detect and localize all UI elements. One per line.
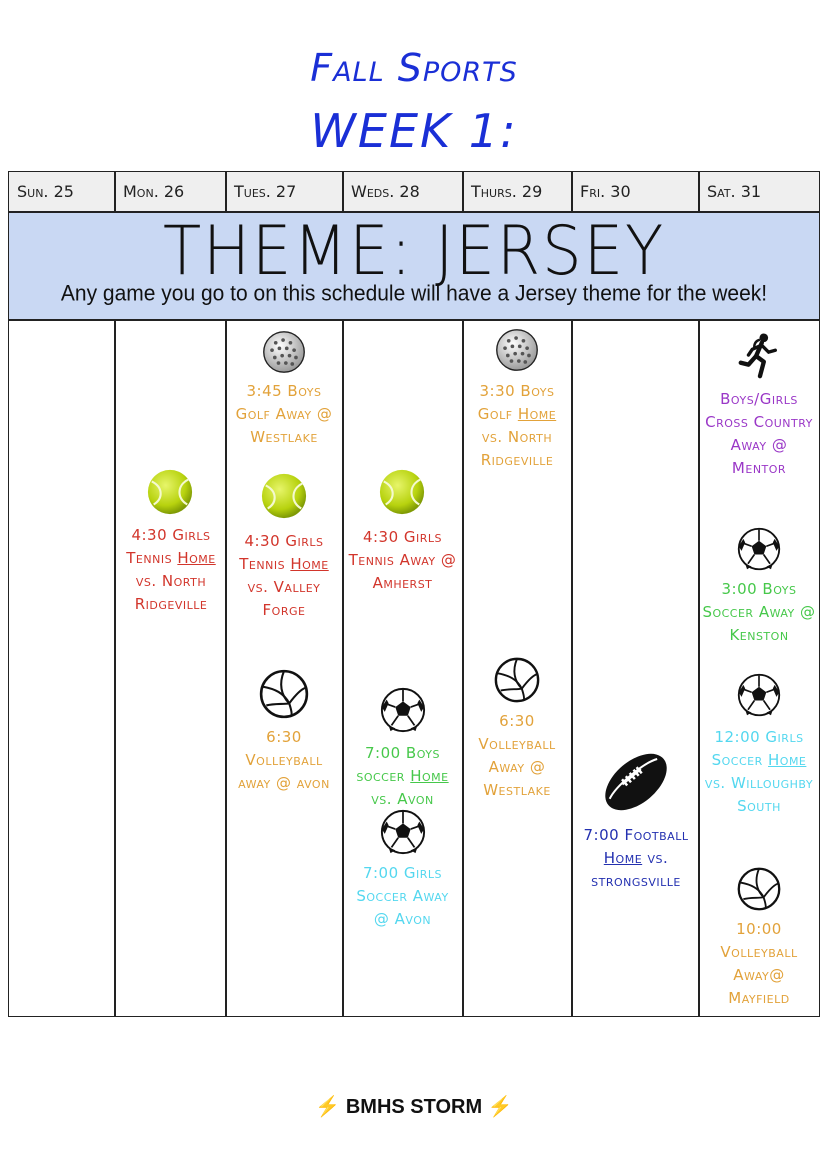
event-sat-girls-soccer: 12:00 Girls Soccer Home vs. Willoughby South: [704, 728, 814, 815]
football-icon: [596, 742, 676, 822]
column-divider: [571, 320, 573, 1017]
column-divider: [462, 320, 464, 1017]
event-sat-boys-soccer: 3:00 Boys Soccer Away @ Kenston: [702, 580, 816, 644]
event-tue-boys-golf: 3:45 Boys Golf Away @ Westlake: [235, 382, 333, 446]
column-divider: [698, 320, 700, 1017]
event-thu-volleyball: 6:30 Volleyball Away @ Westlake: [478, 712, 556, 799]
home-label: Home: [517, 405, 557, 423]
home-label: Home: [410, 767, 449, 785]
day-header-wed: Weds. 28: [351, 182, 420, 201]
column-divider: [225, 320, 227, 1017]
page-subtitle: WEEK 1:: [310, 104, 518, 158]
volleyball-icon: [258, 668, 310, 720]
event-thu-boys-golf: 3:30 Boys Golf Home vs. North Ridgeville: [477, 382, 557, 469]
day-header-sun: Sun. 25: [17, 182, 74, 201]
column-divider: [462, 172, 464, 212]
theme-title: THEME: JERSEY: [162, 212, 666, 291]
soccer-ball-icon: [736, 672, 782, 718]
runner-icon: [735, 330, 783, 382]
footer-brand: [0, 1094, 828, 1119]
soccer-ball-icon: [736, 526, 782, 572]
event-wed-boys-soccer: 7:00 Boys soccer Home vs. Avon: [356, 744, 449, 808]
tennis-ball-icon: [378, 468, 426, 516]
home-label: Home: [603, 849, 643, 867]
day-header-mon: Mon. 26: [123, 182, 185, 201]
event-wed-girls-tennis: 4:30 Girls Tennis Away @ Amherst: [348, 528, 457, 592]
day-header-fri: Fri. 30: [580, 182, 631, 201]
soccer-ball-icon: [379, 808, 427, 856]
column-divider: [571, 172, 573, 212]
theme-banner: [9, 212, 819, 320]
volleyball-icon: [493, 656, 541, 704]
tennis-ball-icon: [146, 468, 194, 516]
footer-text: BMHS STORM: [345, 1096, 483, 1118]
event-tue-girls-tennis: 4:30 Girls Tennis Home vs. Valley Forge: [239, 532, 329, 619]
column-divider: [114, 172, 116, 212]
golf-ball-icon: [261, 329, 307, 375]
home-label: Home: [768, 751, 807, 769]
page-title: Fall Sports: [310, 46, 518, 90]
column-divider: [114, 320, 116, 1017]
column-divider: [225, 172, 227, 212]
event-tue-volleyball: 6:30 Volleyball away @ avon: [238, 728, 330, 792]
lightning-icon: ⚡: [315, 1096, 341, 1118]
column-divider: [342, 172, 344, 212]
event-wed-girls-soccer: 7:00 Girls Soccer Away @ Avon: [356, 864, 449, 928]
day-header-sat: Sat. 31: [707, 182, 762, 201]
column-divider: [698, 172, 700, 212]
day-header-tue: Tues. 27: [234, 182, 297, 201]
event-fri-football: 7:00 Football Home vs. strongsville: [583, 826, 689, 890]
tennis-ball-icon: [260, 472, 308, 520]
event-sat-volleyball: 10:00 Volleyball Away@ Mayfield: [720, 920, 798, 1007]
soccer-ball-icon: [379, 686, 427, 734]
event-mon-girls-tennis: 4:30 Girls Tennis Home vs. North Ridgeville: [126, 526, 216, 613]
theme-description: Any game you go to on this schedule will have a Jersey theme for the week!: [60, 281, 768, 306]
volleyball-icon: [736, 866, 782, 912]
golf-ball-icon: [494, 327, 540, 373]
column-divider: [342, 320, 344, 1017]
day-header-thu: Thurs. 29: [471, 182, 543, 201]
home-label: Home: [290, 555, 329, 573]
event-sat-cross-country: Boys/Girls Cross Country Away @ Mentor: [705, 390, 813, 477]
lightning-icon: ⚡: [487, 1096, 513, 1118]
home-label: Home: [177, 549, 216, 567]
